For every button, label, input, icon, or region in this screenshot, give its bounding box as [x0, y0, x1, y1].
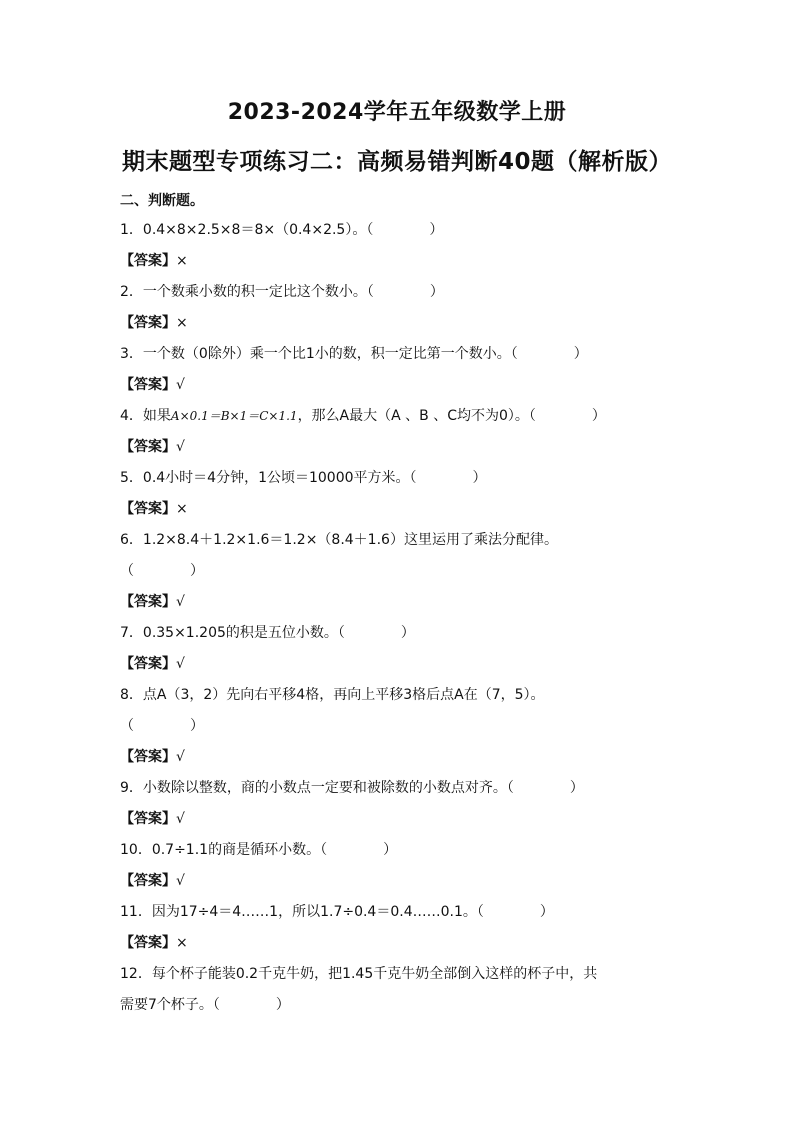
answer-9 — [120, 807, 680, 831]
answer-3 — [120, 373, 680, 397]
answer-label: 【答案】 — [120, 501, 176, 517]
answer-value: √ — [176, 439, 185, 455]
answer-2 — [120, 311, 680, 335]
answer-8 — [120, 745, 680, 769]
answer-label: 【答案】 — [120, 377, 176, 393]
question-2: 2．一个数乘小数的积一定比这个数小。（ ） — [120, 284, 444, 300]
answer-label: 【答案】 — [120, 749, 176, 765]
answer-label: 【答案】 — [120, 873, 176, 889]
answer-10 — [120, 869, 680, 893]
answer-5 — [120, 497, 680, 521]
answer-value: × — [176, 935, 188, 951]
answer-label: 【答案】 — [120, 935, 176, 951]
answer-value: × — [176, 501, 188, 517]
answer-7 — [120, 652, 680, 676]
answer-value: √ — [176, 749, 185, 765]
question-6-blank: （ ） — [120, 563, 204, 579]
question-8: 8．点A（3，2）先向右平移4格，再向上平移3格后点A在（7，5）。 — [120, 687, 545, 703]
answer-4 — [120, 435, 680, 459]
answer-value: √ — [176, 594, 185, 610]
answer-value: √ — [176, 873, 185, 889]
answer-1 — [120, 249, 680, 273]
section-heading: 二、判断题。 — [120, 193, 204, 209]
question-text: ，那么A最大（A 、B 、C均不为0）。（ ） — [297, 408, 606, 424]
document-title: 2023-2024学年五年级数学上册 — [227, 100, 567, 125]
answer-11 — [120, 931, 680, 955]
answer-label: 【答案】 — [120, 594, 176, 610]
question-8-blank: （ ） — [120, 718, 204, 734]
question-text: 4．如果 — [120, 408, 171, 424]
answer-label: 【答案】 — [120, 656, 176, 672]
answer-value: × — [176, 253, 188, 269]
question-6: 6．1.2×8.4＋1.2×1.6＝1.2×（8.4＋1.6）这里运用了乘法分配律。 — [120, 532, 558, 548]
document-subtitle: 期末题型专项练习二：高频易错判断40题（解析版） — [121, 149, 672, 175]
answer-6 — [120, 590, 680, 614]
question-list — [120, 218, 680, 1024]
math-formula: A×0.1＝B×1＝C×1.1 — [170, 409, 298, 423]
question-11: 11．因为17÷4＝4……1，所以1.7÷0.4＝0.4……0.1。（ ） — [120, 904, 554, 920]
question-12-line2: 需要7个杯子。（ ） — [120, 997, 290, 1013]
answer-label: 【答案】 — [120, 811, 176, 827]
question-4 — [120, 404, 680, 428]
question-1: 1．0.4×8×2.5×8＝8×（0.4×2.5）。（ ） — [120, 222, 444, 238]
question-9: 9．小数除以整数，商的小数点一定要和被除数的小数点对齐。（ ） — [120, 780, 584, 796]
answer-label: 【答案】 — [120, 439, 176, 455]
answer-label: 【答案】 — [120, 253, 176, 269]
question-7: 7．0.35×1.205的积是五位小数。（ ） — [120, 625, 415, 641]
answer-value: √ — [176, 377, 185, 393]
answer-value: × — [176, 315, 188, 331]
question-12: 12．每个杯子能装0.2千克牛奶，把1.45千克牛奶全部倒入这样的杯子中，共 — [120, 966, 598, 982]
question-5: 5．0.4小时＝4分钟，1公顷＝10000平方米。（ ） — [120, 470, 487, 486]
answer-value: √ — [176, 811, 185, 827]
question-10: 10．0.7÷1.1的商是循环小数。（ ） — [120, 842, 398, 858]
answer-value: √ — [176, 656, 185, 672]
answer-label: 【答案】 — [120, 315, 176, 331]
question-3: 3．一个数（0除外）乘一个比1小的数，积一定比第一个数小。（ ） — [120, 346, 588, 362]
